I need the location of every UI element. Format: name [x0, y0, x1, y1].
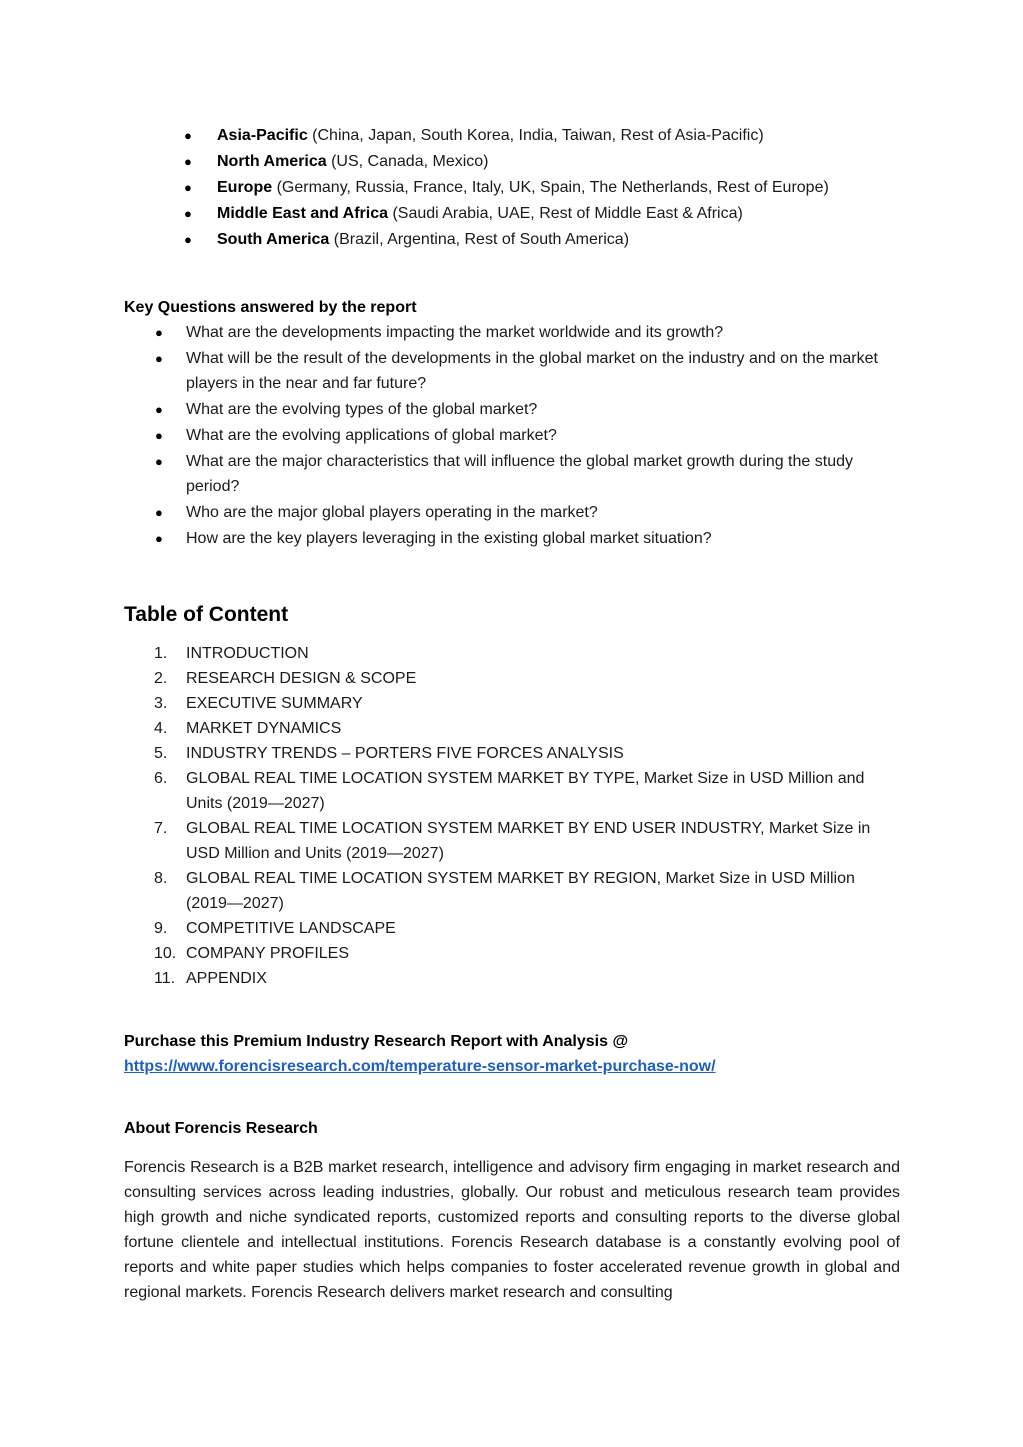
region-list: [124, 123, 900, 253]
region-name: North America: [217, 153, 327, 170]
bullet-icon: ●: [155, 351, 163, 366]
list-item: [124, 123, 900, 149]
toc-item: [124, 766, 900, 816]
about-heading: About Forencis Research: [124, 1120, 318, 1137]
key-questions-list: [124, 320, 900, 551]
toc-item: [124, 816, 900, 866]
list-item: [124, 449, 900, 499]
region-name: South America: [217, 231, 330, 248]
region-name: Europe: [217, 179, 273, 196]
toc-text: RESEARCH DESIGN & SCOPE: [186, 670, 417, 687]
question-text: Who are the major global players operating in the market?: [186, 504, 598, 521]
toc-item: [124, 866, 900, 916]
question-text: What are the evolving types of the global market?: [186, 401, 538, 418]
toc-list: [124, 641, 900, 991]
toc-number: 8.: [154, 870, 168, 887]
bullet-icon: ●: [184, 206, 192, 221]
bullet-icon: ●: [155, 454, 163, 469]
toc-text: GLOBAL REAL TIME LOCATION SYSTEM MARKET BY END USER INDUSTRY, Market Size in USD Million and Units (2019—2027): [186, 820, 871, 862]
toc-text: APPENDIX: [186, 970, 267, 987]
bullet-icon: ●: [155, 505, 163, 520]
toc-number: 1.: [154, 645, 168, 662]
list-item: [124, 526, 900, 551]
region-detail: (China, Japan, South Korea, India, Taiwan, Rest of Asia-Pacific): [307, 127, 764, 144]
about-paragraph: Forencis Research is a B2B market research, intelligence and advisory firm engaging in market research and consulting services across leading industries, globally. Our robust and meticulous research team provides high growth and niche syndicated reports, customized reports and consulting reports to the diverse global fortune clientele and intellectual institutions. Forencis Research database is a constantly evolving pool of reports and white paper studies which helps companies to foster accelerated revenue growth in global and regional markets. Forencis Research delivers market research and consulting: [124, 1159, 900, 1301]
toc-item: [124, 966, 900, 991]
list-item: [124, 500, 900, 525]
question-text: What are the developments impacting the market worldwide and its growth?: [186, 324, 724, 341]
bullet-icon: ●: [155, 402, 163, 417]
purchase-text: Purchase this Premium Industry Research Report with Analysis @: [124, 1033, 629, 1050]
question-text: What are the major characteristics that will influence the global market growth during the study period?: [186, 453, 853, 495]
question-text: What will be the result of the developments in the global market on the industry and on the market players in the near and far future?: [186, 350, 878, 392]
list-item: [124, 227, 900, 253]
toc-item: [124, 741, 900, 766]
toc-number: 9.: [154, 920, 168, 937]
toc-item: [124, 916, 900, 941]
region-name: Asia-Pacific: [217, 127, 308, 144]
list-item: [124, 397, 900, 422]
toc-text: INTRODUCTION: [186, 645, 309, 662]
toc-number: 4.: [154, 720, 168, 737]
question-text: How are the key players leveraging in the existing global market situation?: [186, 530, 712, 547]
toc-item: [124, 941, 900, 966]
toc-text: GLOBAL REAL TIME LOCATION SYSTEM MARKET BY TYPE, Market Size in USD Million and Units (2019—2027): [186, 770, 865, 812]
document-page: [124, 123, 900, 1305]
toc-number: 7.: [154, 820, 168, 837]
list-item: [124, 320, 900, 345]
toc-number: 5.: [154, 745, 168, 762]
bullet-icon: ●: [155, 325, 163, 340]
region-detail: (Brazil, Argentina, Rest of South America): [329, 231, 630, 248]
toc-item: [124, 666, 900, 691]
toc-number: 10.: [154, 945, 177, 962]
key-questions-heading: Key Questions answered by the report: [124, 299, 417, 316]
bullet-icon: ●: [184, 154, 192, 169]
toc-text: INDUSTRY TRENDS – PORTERS FIVE FORCES ANALYSIS: [186, 745, 624, 762]
region-name: Middle East and Africa: [217, 205, 388, 222]
toc-item: [124, 691, 900, 716]
region-detail: (US, Canada, Mexico): [326, 153, 489, 170]
toc-item: [124, 641, 900, 666]
bullet-icon: ●: [155, 531, 163, 546]
toc-number: 11.: [154, 970, 176, 987]
toc-title: Table of Content: [124, 603, 289, 626]
toc-item: [124, 716, 900, 741]
region-detail: (Saudi Arabia, UAE, Rest of Middle East & Africa): [388, 205, 743, 222]
list-item: [124, 175, 900, 201]
bullet-icon: ●: [184, 128, 192, 143]
toc-text: EXECUTIVE SUMMARY: [186, 695, 363, 712]
toc-number: 6.: [154, 770, 168, 787]
list-item: [124, 346, 900, 396]
toc-text: COMPETITIVE LANDSCAPE: [186, 920, 396, 937]
bullet-icon: ●: [184, 180, 192, 195]
purchase-link[interactable]: https://www.forencisresearch.com/temperature-sensor-market-purchase-now/: [124, 1058, 716, 1075]
toc-text: COMPANY PROFILES: [186, 945, 349, 962]
toc-text: MARKET DYNAMICS: [186, 720, 342, 737]
list-item: [124, 201, 900, 227]
toc-number: 3.: [154, 695, 168, 712]
bullet-icon: ●: [155, 428, 163, 443]
region-detail: (Germany, Russia, France, Italy, UK, Spain, The Netherlands, Rest of Europe): [272, 179, 829, 196]
toc-text: GLOBAL REAL TIME LOCATION SYSTEM MARKET BY REGION, Market Size in USD Million (2019—2027): [186, 870, 855, 912]
toc-number: 2.: [154, 670, 168, 687]
question-text: What are the evolving applications of global market?: [186, 427, 557, 444]
bullet-icon: ●: [184, 232, 192, 247]
list-item: [124, 149, 900, 175]
list-item: [124, 423, 900, 448]
